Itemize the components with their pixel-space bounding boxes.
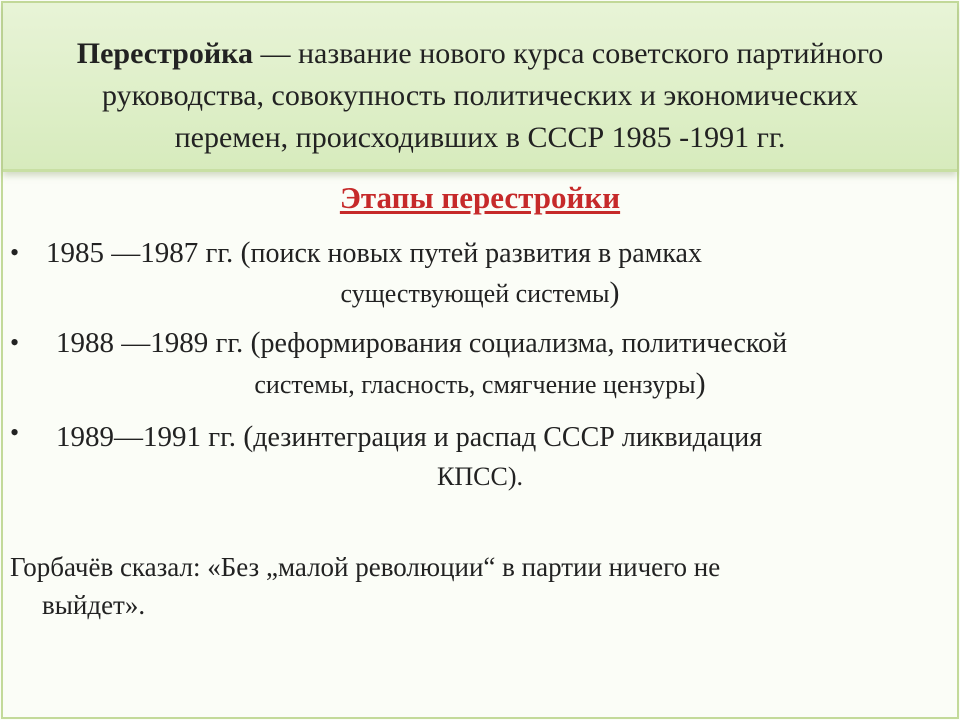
header-band xyxy=(3,3,957,172)
paren-open: ( xyxy=(240,236,251,269)
bullet-icon: • xyxy=(10,238,20,267)
stage-years: 1989—1991 гг. xyxy=(56,421,244,453)
definition-term: Перестройка xyxy=(76,37,253,70)
stage-line-1 xyxy=(56,326,787,360)
stage-line-1 xyxy=(46,236,702,270)
stage-line-2 xyxy=(10,462,950,492)
gorbachev-quote xyxy=(10,548,930,624)
stage-line-2 xyxy=(10,276,950,310)
stage-line-1 xyxy=(56,420,762,454)
stage-line-2 xyxy=(10,367,950,401)
quote-line-1: Горбачёв сказал: «Без „малой революции“ в партии ничего не xyxy=(10,552,721,582)
stage-desc-line-2: КПСС xyxy=(437,462,508,491)
stages-title: Этапы перестройки xyxy=(339,180,621,215)
stage-years: 1985 —1987 гг. xyxy=(46,237,241,269)
definition-line-1-rest: — название нового курса советского партийного xyxy=(252,37,884,70)
stage-desc-line-1: поиск новых путей развития в рамках xyxy=(250,238,702,269)
stage-desc-line-2: существующей системы xyxy=(340,279,610,308)
bullet-icon: • xyxy=(10,418,20,447)
definition-text xyxy=(17,33,943,159)
paren-open: ( xyxy=(250,326,261,359)
stage-desc-line-1: реформирования социализма, политической xyxy=(260,328,788,359)
bullet-icon: • xyxy=(10,328,20,357)
stage-desc-line-1: дезинтеграция и распад СССР ликвидация xyxy=(253,422,763,453)
paren-close: ) xyxy=(609,276,620,309)
definition-line-3: перемен, происходивших в СССР 1985 -1991 гг. xyxy=(174,121,786,154)
stage-years: 1988 —1989 гг. xyxy=(56,327,251,359)
definition-line-2: руководства, совокупность политических и экономических xyxy=(102,79,858,112)
paren-close: ). xyxy=(507,462,523,491)
paren-close: ) xyxy=(695,367,706,400)
stage-desc-line-2: системы, гласность, смягчение цензуры xyxy=(254,370,696,399)
quote-line-2: выйдет». xyxy=(42,590,146,620)
definition-line-1 xyxy=(17,33,943,75)
paren-open: ( xyxy=(243,420,254,453)
